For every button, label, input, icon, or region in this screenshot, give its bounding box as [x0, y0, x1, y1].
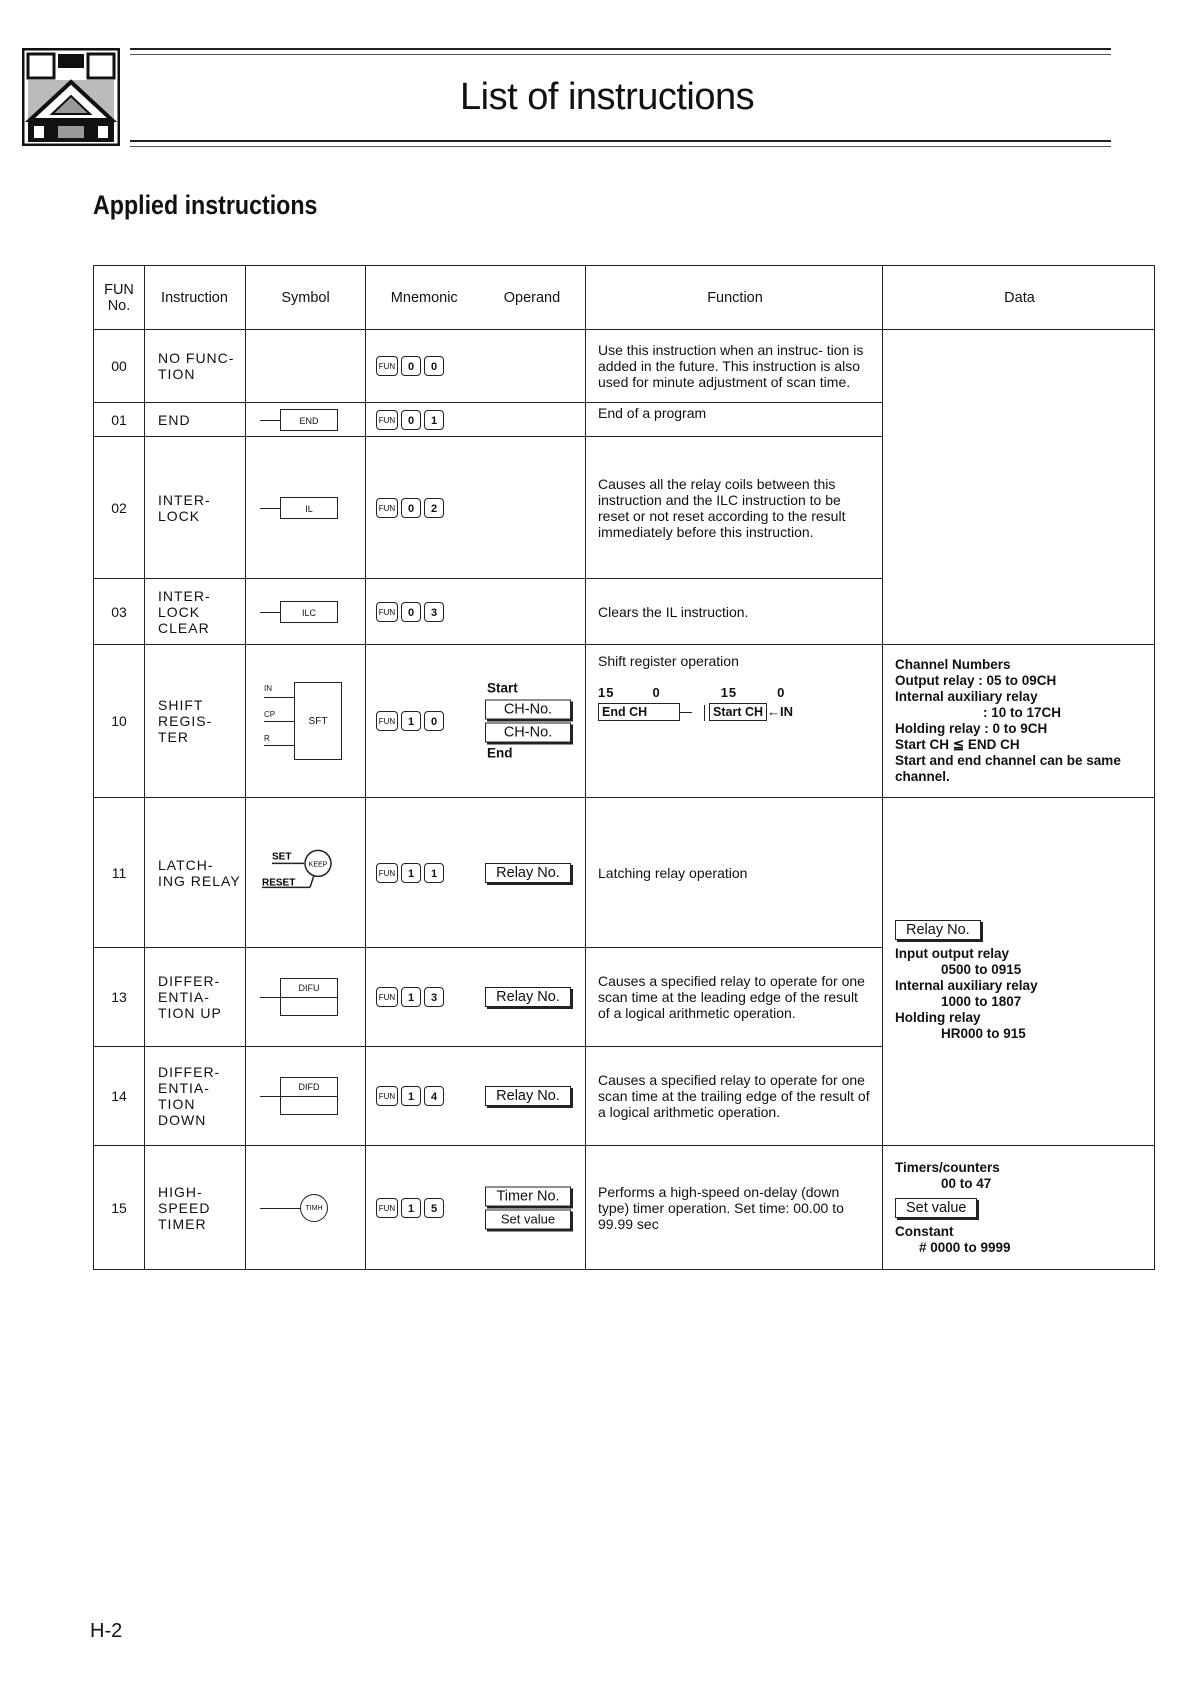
instruction-name: LATCH- ING RELAY	[145, 798, 246, 948]
operand-box: Relay No.	[485, 1086, 571, 1106]
digit-key: 2	[424, 498, 444, 518]
timer-coil-symbol: TIMH	[300, 1194, 328, 1222]
operand-start-label: Start	[487, 680, 518, 696]
fun-no: 14	[94, 1047, 145, 1146]
header-rule-bottom	[130, 140, 1111, 142]
data-line: HR000 to 915	[941, 1025, 1026, 1041]
data-line: Start and end channel can be same channel.	[895, 753, 1121, 784]
instruction-name: DIFFER- ENTIA- TION DOWN	[145, 1047, 246, 1146]
digit-key: 1	[401, 987, 421, 1007]
in-label: IN	[780, 704, 794, 719]
bit-number: 0	[777, 685, 786, 700]
fun-key: FUN	[376, 711, 398, 731]
mnemonic-cell	[366, 798, 586, 948]
operand-area	[485, 1083, 571, 1109]
col-data: Data	[883, 266, 1155, 330]
fun-key: FUN	[376, 863, 398, 883]
fun-no: 10	[94, 645, 145, 798]
col-function: Function	[586, 266, 883, 330]
data-cell-shift	[883, 645, 1155, 798]
reset-label: RESET	[262, 876, 296, 888]
col-mnemonic	[366, 266, 586, 330]
data-line: : 10 to 17CH	[983, 705, 1062, 720]
data-cell-timer	[883, 1146, 1155, 1270]
symbol-cell	[246, 1146, 366, 1270]
section-title: Applied instructions	[93, 190, 318, 220]
symbol-cell	[246, 645, 366, 798]
bit-number: 15	[598, 685, 615, 700]
mnemonic-cell	[366, 437, 586, 579]
mnemonic-cell	[366, 579, 586, 645]
operand-box: CH-No.	[485, 723, 571, 743]
mnemonic-cell	[366, 403, 586, 437]
fun-key: FUN	[376, 602, 398, 622]
sft-r-label: R	[264, 734, 270, 743]
header-rule-top-thin	[130, 54, 1111, 55]
instruction-name: SHIFT REGIS- TER	[145, 645, 246, 798]
keep-relay-symbol	[260, 845, 356, 891]
sft-in-label: IN	[264, 684, 272, 693]
symbol-cell	[246, 798, 366, 948]
keep-label: KEEP	[308, 860, 328, 868]
function-text: Clears the IL instruction.	[586, 579, 883, 645]
instruction-name: END	[145, 403, 246, 437]
page-number: H-2	[90, 1620, 123, 1642]
function-text: Causes all the relay coils between this instruction and the ILC instruction to be reset or not reset according to the result immediately before this instruction.	[586, 437, 883, 579]
data-line: Internal auxiliary relay	[895, 689, 1038, 704]
digit-key: 0	[401, 356, 421, 376]
digit-key: 0	[424, 711, 444, 731]
symbol-box	[280, 978, 338, 1016]
fun-key: FUN	[376, 356, 398, 376]
instruction-name: NO FUNC- TION	[145, 330, 246, 403]
col-mnemonic-label: Mnemonic	[390, 289, 458, 306]
instruction-name: DIFFER- ENTIA- TION UP	[145, 948, 246, 1047]
col-symbol: Symbol	[246, 266, 366, 330]
table-header-row	[94, 266, 1155, 330]
function-cell	[586, 645, 883, 798]
col-instruction: Instruction	[145, 266, 246, 330]
data-line: Output relay : 05 to 09CH	[895, 673, 1057, 688]
mnemonic-cell	[366, 330, 586, 403]
data-line: Channel Numbers	[895, 657, 1011, 672]
data-line: Holding relay	[895, 1009, 981, 1025]
start-ch-box: Start CH	[709, 703, 767, 721]
symbol-box: END	[280, 409, 338, 431]
digit-key: 0	[424, 356, 444, 376]
function-text: Performs a high-speed on-delay (down type) timer operation. Set time: 00.00 to 99.99 sec	[586, 1146, 883, 1270]
data-cell-relay	[883, 798, 1155, 1146]
manual-logo-icon	[22, 48, 120, 146]
symbol-cell	[246, 948, 366, 1047]
symbol-box-label: DIFU	[281, 979, 337, 998]
operand-area	[485, 1183, 571, 1232]
fun-no: 03	[94, 579, 145, 645]
fun-key: FUN	[376, 987, 398, 1007]
shift-diagram	[598, 685, 872, 721]
mnemonic-cell	[366, 948, 586, 1047]
symbol-cell	[246, 330, 366, 403]
operand-box: Timer No.	[485, 1186, 571, 1206]
data-line: 0500 to 0915	[941, 961, 1022, 977]
arrow-left-icon: ←	[767, 704, 781, 719]
page-title: List of instructions	[460, 76, 755, 118]
fun-no: 01	[94, 403, 145, 437]
header-rule-bottom-thin	[130, 146, 1111, 147]
bit-number: 0	[652, 685, 661, 700]
symbol-box: ILC	[280, 601, 338, 623]
fun-no: 00	[94, 330, 145, 403]
digit-key: 5	[424, 1198, 444, 1218]
operand-area	[485, 860, 571, 886]
data-cell-empty	[883, 330, 1155, 645]
digit-key: 1	[401, 1086, 421, 1106]
symbol-cell	[246, 1047, 366, 1146]
data-line: 00 to 47	[941, 1175, 992, 1191]
symbol-cell	[246, 437, 366, 579]
fun-key: FUN	[376, 410, 398, 430]
fun-key: FUN	[376, 1198, 398, 1218]
fun-no: 15	[94, 1146, 145, 1270]
digit-key: 3	[424, 987, 444, 1007]
function-text: End of a program	[586, 403, 883, 437]
fun-no: 11	[94, 798, 145, 948]
fun-no: 02	[94, 437, 145, 579]
instruction-name: INTER- LOCK	[145, 437, 246, 579]
symbol-box: IL	[280, 497, 338, 519]
bit-number: 15	[720, 685, 738, 700]
operand-area	[485, 681, 571, 762]
symbol-box	[280, 1077, 338, 1115]
data-line: Constant	[895, 1223, 954, 1239]
digit-key: 0	[401, 498, 421, 518]
digit-key: 1	[424, 410, 444, 430]
fun-no: 13	[94, 948, 145, 1047]
digit-key: 1	[424, 863, 444, 883]
data-line: # 0000 to 9999	[919, 1239, 1011, 1255]
header-rule-top	[130, 48, 1111, 50]
data-line: Start CH ≦ END CH	[895, 737, 1020, 752]
function-text: Causes a specified relay to operate for one scan time at the leading edge of the result of a logical arithmetic operation.	[586, 948, 883, 1047]
digit-key: 1	[401, 1198, 421, 1218]
operand-box: CH-No.	[485, 700, 571, 720]
mnemonic-cell	[366, 1146, 586, 1270]
mnemonic-cell	[366, 645, 586, 798]
relay-no-box: Relay No.	[895, 920, 981, 940]
operand-area	[485, 984, 571, 1010]
col-operand-label: Operand	[503, 289, 561, 306]
sft-cp-label: CP	[264, 710, 276, 719]
data-line: 1000 to 1807	[941, 993, 1022, 1009]
operand-end-label: End	[487, 745, 513, 761]
data-line: Internal auxiliary relay	[895, 977, 1038, 993]
function-text: Use this instruction when an instruc- tion is added in the future. This instruction is also used for minute adjustment of scan time.	[586, 330, 883, 403]
data-line: Holding relay : 0 to 9CH	[895, 721, 1048, 736]
instruction-table	[93, 265, 1155, 1270]
symbol-box-label: DIFD	[281, 1078, 337, 1097]
function-text: Latching relay operation	[586, 798, 883, 948]
end-ch-box: End CH	[598, 703, 680, 721]
operand-box: Relay No.	[485, 987, 571, 1007]
function-text: Shift register operation	[598, 653, 739, 669]
set-label: SET	[272, 850, 292, 862]
fun-key: FUN	[376, 1086, 398, 1106]
instruction-name: INTER- LOCK CLEAR	[145, 579, 246, 645]
digit-key: 1	[401, 711, 421, 731]
col-fun-no: FUN No.	[94, 266, 145, 330]
instruction-name: HIGH- SPEED TIMER	[145, 1146, 246, 1270]
symbol-cell	[246, 403, 366, 437]
table-row	[94, 330, 1155, 403]
data-line: Timers/counters	[895, 1159, 1000, 1175]
fun-key: FUN	[376, 498, 398, 518]
function-text: Causes a specified relay to operate for one scan time at the trailing edge of the result of a logical arithmetic operation.	[586, 1047, 883, 1146]
table-row	[94, 1146, 1155, 1270]
digit-key: 0	[401, 410, 421, 430]
table-row	[94, 798, 1155, 948]
data-line: Input output relay	[895, 945, 1009, 961]
operand-box: Set value	[485, 1209, 571, 1229]
digit-key: 4	[424, 1086, 444, 1106]
mnemonic-cell	[366, 1047, 586, 1146]
digit-key: 3	[424, 602, 444, 622]
digit-key: 0	[401, 602, 421, 622]
sft-symbol-box: SFT	[294, 682, 342, 760]
symbol-cell	[246, 579, 366, 645]
digit-key: 1	[401, 863, 421, 883]
table-row	[94, 645, 1155, 798]
operand-box: Relay No.	[485, 863, 571, 883]
set-value-box: Set value	[895, 1198, 977, 1218]
